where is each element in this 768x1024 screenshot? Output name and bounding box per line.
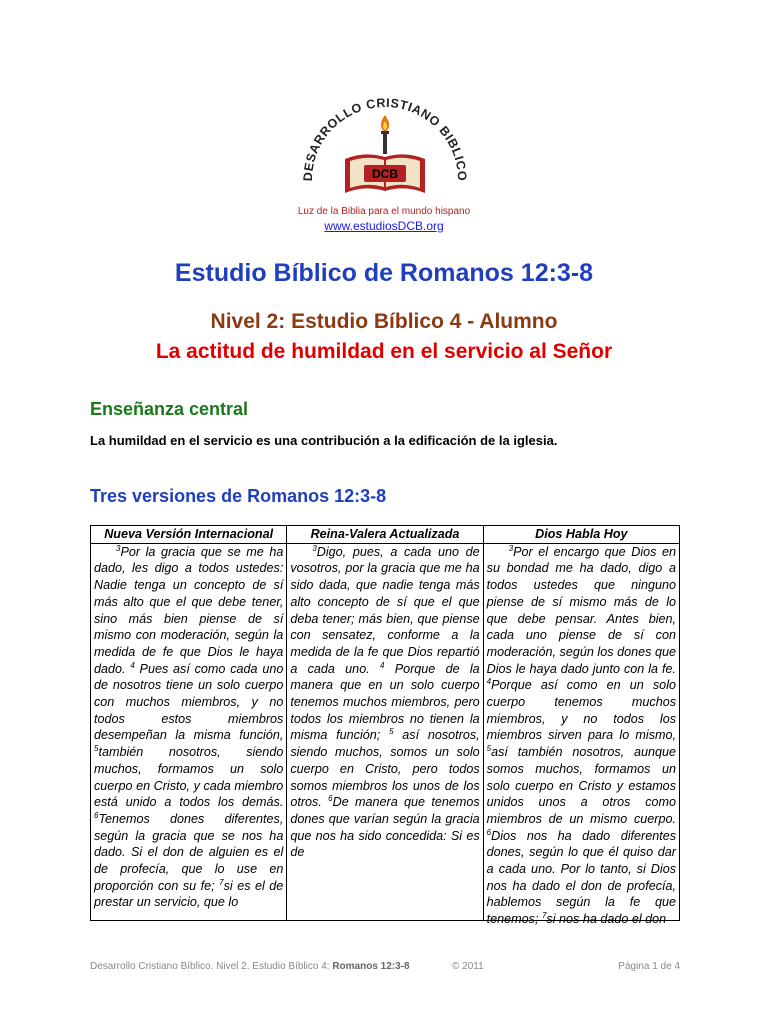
version-text-nvi-body: [94, 544, 283, 918]
verse-text: Porque así como en un solo cuerpo tenemos muchos miembros, y no todos los miembros sirven para lo mismo,: [486, 678, 676, 743]
verse-number: 5: [94, 743, 99, 753]
versions-header-row: [91, 526, 680, 544]
verse-text: Por la gracia que se me ha dado, les digo a todos ustedes: Nadie tenga un concepto de sí más alto que el que debe tener, sino más bien piense de sí mismo con moderación, según la medida de fe que Dios le haya dado.: [94, 544, 284, 676]
verse-number: 3: [116, 543, 121, 553]
dcb-logo: [290, 85, 480, 220]
verse-number: 5: [486, 743, 492, 753]
footer-page-number: Página 1 de 4: [618, 961, 680, 972]
verse-text: así nosotros, siendo muchos, somos un solo cuerpo en Cristo, pero todos somos miembros los unos de los otros.: [290, 728, 480, 810]
open-book-icon: [345, 154, 425, 193]
verse-number: 6: [486, 827, 492, 837]
version-text-rva-body: [290, 544, 479, 918]
column-header-rva: Reina-Valera Actualizada: [287, 526, 483, 544]
verse-number: 7: [219, 877, 224, 887]
verse-text: si nos ha dado el don: [546, 912, 667, 927]
dcb-logo-graphic: [290, 85, 480, 220]
torch-icon: [381, 115, 389, 154]
verse-number: 4: [379, 660, 385, 670]
logo-arc-text: DESARROLLO CRISTIANO BIBLICO: [300, 95, 470, 182]
versions-heading: Tres versiones de Romanos 12:3-8: [90, 486, 387, 506]
verse-text: De manera que tenemos dones que varían según la gracia que nos ha sido concedida: Si es de: [290, 795, 480, 860]
verse-text: así también nosotros, aunque somos muchos, formamos un solo cuerpo en Cristo y estamos unidos unos a otros como miembros de un mismo cuerpo.: [486, 745, 676, 826]
verse-number: 6: [94, 810, 99, 820]
level-subtitle: Nivel 2: Estudio Bíblico 4 - Alumno: [210, 310, 558, 333]
verse-number: 5: [389, 727, 394, 737]
footer-source-passage: Romanos 12:3-8: [332, 961, 410, 972]
verse-text: Tenemos dones diferentes, según la gracia que se nos ha dado. Si el don de alguien es el de profecía, que lo use en proporción con su fe;: [94, 811, 284, 893]
lesson-subtitle: La actitud de humildad en el servicio al Señor: [155, 340, 613, 363]
verse-text: Dios nos ha dado diferentes dones, según lo que él quiso dar a cada uno. Por lo tanto, si Dios nos ha dado el don de profecía, hablemos según la fe que tenemos;: [486, 828, 676, 927]
verse-number: 3: [312, 543, 317, 553]
verse-text: Digo, pues, a cada uno de vosotros, por la gracia que me ha sido dada, que nadie tenga más alto concepto de sí que el que deba tener; más bien, que piense con sensatez, conforme a la medida de la fe que Dios repartió a cada uno.: [290, 544, 480, 676]
central-teaching-heading: Enseñanza central: [90, 399, 249, 419]
column-header-dhh: Dios Habla Hoy: [483, 526, 679, 544]
logo-tagline: Luz de la Biblia para el mundo hispano: [297, 206, 471, 217]
verse-number: 7: [541, 910, 547, 920]
footer-source: [90, 961, 410, 972]
verse-text: Por el encargo que Dios en su bondad me ha dado, digo a todos ustedes que ninguno piense de sí mismo más de lo que debe pensar. Antes bien, cada uno piense de sí con moderación, según los dones que Dios le haya dado junto con la fe.: [486, 544, 676, 676]
versions-text-row: [91, 543, 680, 920]
verse-number: 4: [486, 677, 492, 687]
versions-table: [90, 525, 680, 927]
central-teaching-text: La humildad en el servicio es una contribución a la edificación de la iglesia.: [90, 433, 558, 448]
document-title: Estudio Bíblico de Romanos 12:3-8: [174, 259, 594, 287]
verse-text: si es el de prestar un servicio, que lo: [94, 878, 284, 910]
verse-number: 6: [328, 794, 333, 804]
verse-text: también nosotros, siendo muchos, formamos un solo cuerpo en Cristo, y cada miembro está unido a todos los demás.: [94, 745, 284, 810]
verse-number: 4: [130, 660, 135, 670]
footer-copyright: © 2011: [452, 961, 484, 972]
column-header-nvi: Nueva Versión Internacional: [91, 526, 287, 544]
version-text-rva: [287, 543, 483, 920]
version-text-nvi: [91, 543, 287, 920]
website-link[interactable]: www.estudiosDCB.org: [324, 219, 444, 233]
logo-book-text: DCB: [372, 167, 398, 181]
footer-source-prefix: Desarrollo Cristiano Bíblico. Nivel 2. Estudio Bíblico 4:: [90, 961, 333, 972]
verse-number: 3: [508, 543, 514, 553]
version-text-dhh: [483, 543, 679, 927]
verse-text: Porque de la manera que en un solo cuerpo tenemos muchos miembros, pero todos los miembros no tienen la misma función;: [290, 661, 480, 743]
version-text-dhh-body: [486, 543, 676, 927]
verse-text: Pues así como cada uno de nosotros tiene un solo cuerpo con muchos miembros, y no todos estos miembros desempeñan la misma función,: [94, 661, 284, 743]
